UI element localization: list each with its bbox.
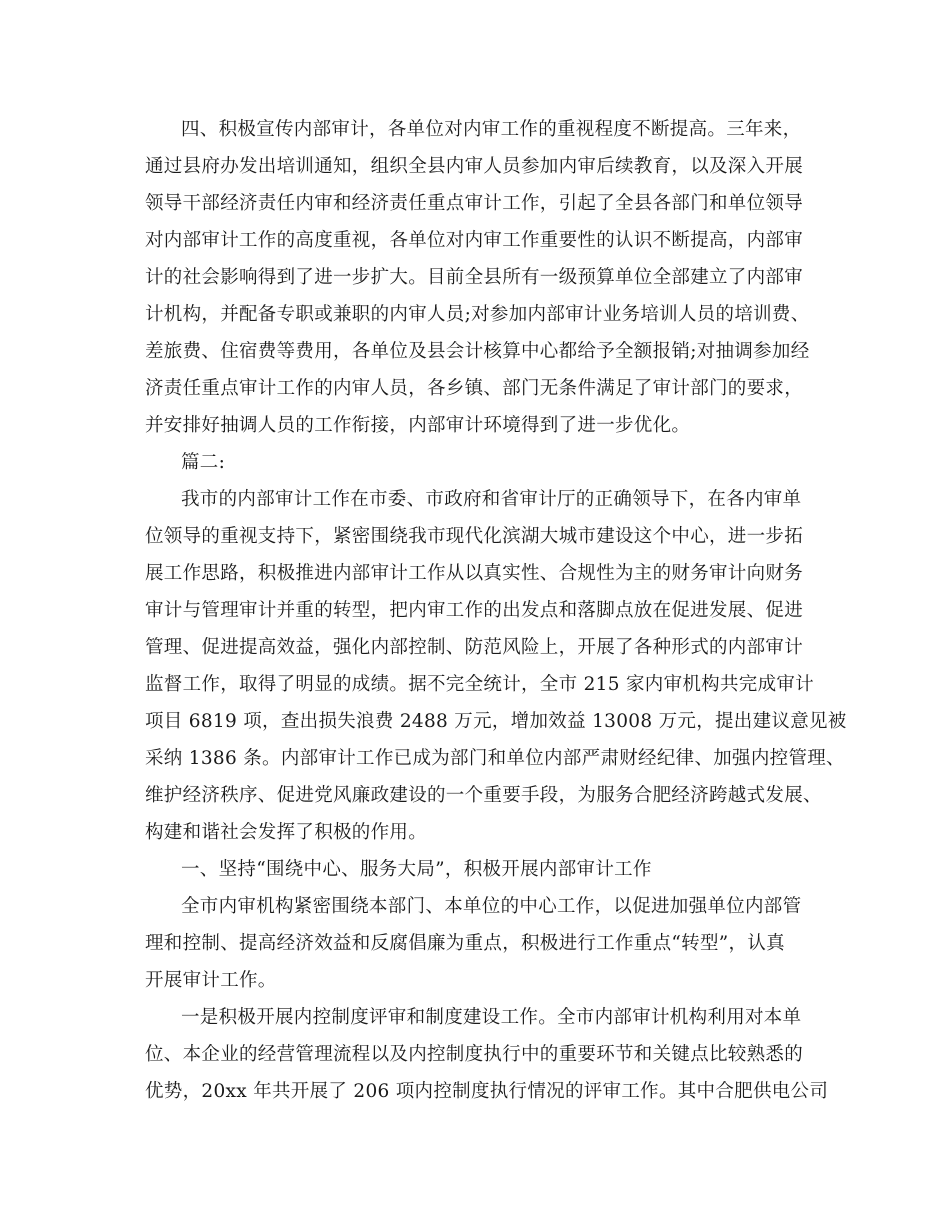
text-line: 位领导的重视支持下，紧密围绕我市现代化滨湖大城市建设这个中心，进一步拓: [145, 526, 804, 547]
text-line: 通过县府办发出培训通知，组织全县内审人员参加内审后续教育，以及深入开展: [145, 156, 804, 177]
text-line: 计的社会影响得到了进一步扩大。目前全县所有一级预算单位全部建立了内部审: [145, 267, 804, 288]
text-line: 对内部审计工作的高度重视，各单位对内审工作重要性的认识不断提高，内部审: [145, 230, 804, 251]
text-line: 全市内审机构紧密围绕本部门、本单位的中心工作，以促进加强单位内部管: [181, 896, 802, 917]
text-line: 并安排好抽调人员的工作衔接，内部审计环境得到了进一步优化。: [145, 415, 691, 436]
text-line: 维护经济秩序、促进党风廉政建设的一个重要手段，为服务合肥经济跨越式发展、: [145, 785, 822, 806]
text-line: 展工作思路，积极推进内部审计工作从以真实性、合规性为主的财务审计向财务: [145, 563, 804, 584]
text-line: 位、本企业的经营管理流程以及内控制度执行中的重要环节和关键点比较熟悉的: [145, 1044, 804, 1065]
section-heading: 一、坚持“围绕中心、服务大局”，积极开展内部审计工作: [181, 859, 652, 880]
text-line: 审计与管理审计并重的转型，把内审工作的出发点和落脚点放在促进发展、促进: [145, 600, 804, 621]
text-line: 优势，20xx 年共开展了 206 项内控制度执行情况的评审工作。其中合肥供电公司: [145, 1081, 829, 1102]
section-heading: 篇二:: [181, 452, 226, 473]
text-line: 计机构，并配备专职或兼职的内审人员;对参加内部审计业务培训人员的培训费、: [145, 304, 810, 325]
text-line: 项目 6819 项，查出损失浪费 2488 万元，增加效益 13008 万元，提出建议意见被: [145, 711, 847, 732]
text-line: 一是积极开展内控制度评审和制度建设工作。全市内部审计机构利用对本单: [181, 1007, 802, 1028]
text-line: 我市的内部审计工作在市委、市政府和省审计厅的正确领导下，在各内审单: [181, 489, 802, 510]
text-line: 监督工作，取得了明显的成绩。据不完全统计，全市 215 家内审机构共完成审计: [145, 674, 814, 695]
text-line: 四、积极宣传内部审计，各单位对内审工作的重视程度不断提高。三年来，: [181, 119, 802, 140]
text-line: 开展审计工作。: [145, 970, 277, 991]
text-line: 构建和谐社会发挥了积极的作用。: [145, 822, 428, 843]
text-line: 理和控制、提高经济效益和反腐倡廉为重点，积极进行工作重点“转型”，认真: [145, 933, 785, 954]
text-line: 差旅费、住宿费等费用，各单位及县会计核算中心都给予全额报销;对抽调参加经: [145, 341, 810, 362]
text-line: 领导干部经济责任内审和经济责任重点审计工作，引起了全县各部门和单位领导: [145, 193, 804, 214]
text-line: 管理、促进提高效益，强化内部控制、防范风险上，开展了各种形式的内部审计: [145, 637, 804, 658]
text-line: 济责任重点审计工作的内审人员，各乡镇、部门无条件满足了审计部门的要求，: [145, 378, 804, 399]
text-line: 采纳 1386 条。内部审计工作已成为部门和单位内部严肃财经纪律、加强内控管理、: [145, 748, 845, 769]
